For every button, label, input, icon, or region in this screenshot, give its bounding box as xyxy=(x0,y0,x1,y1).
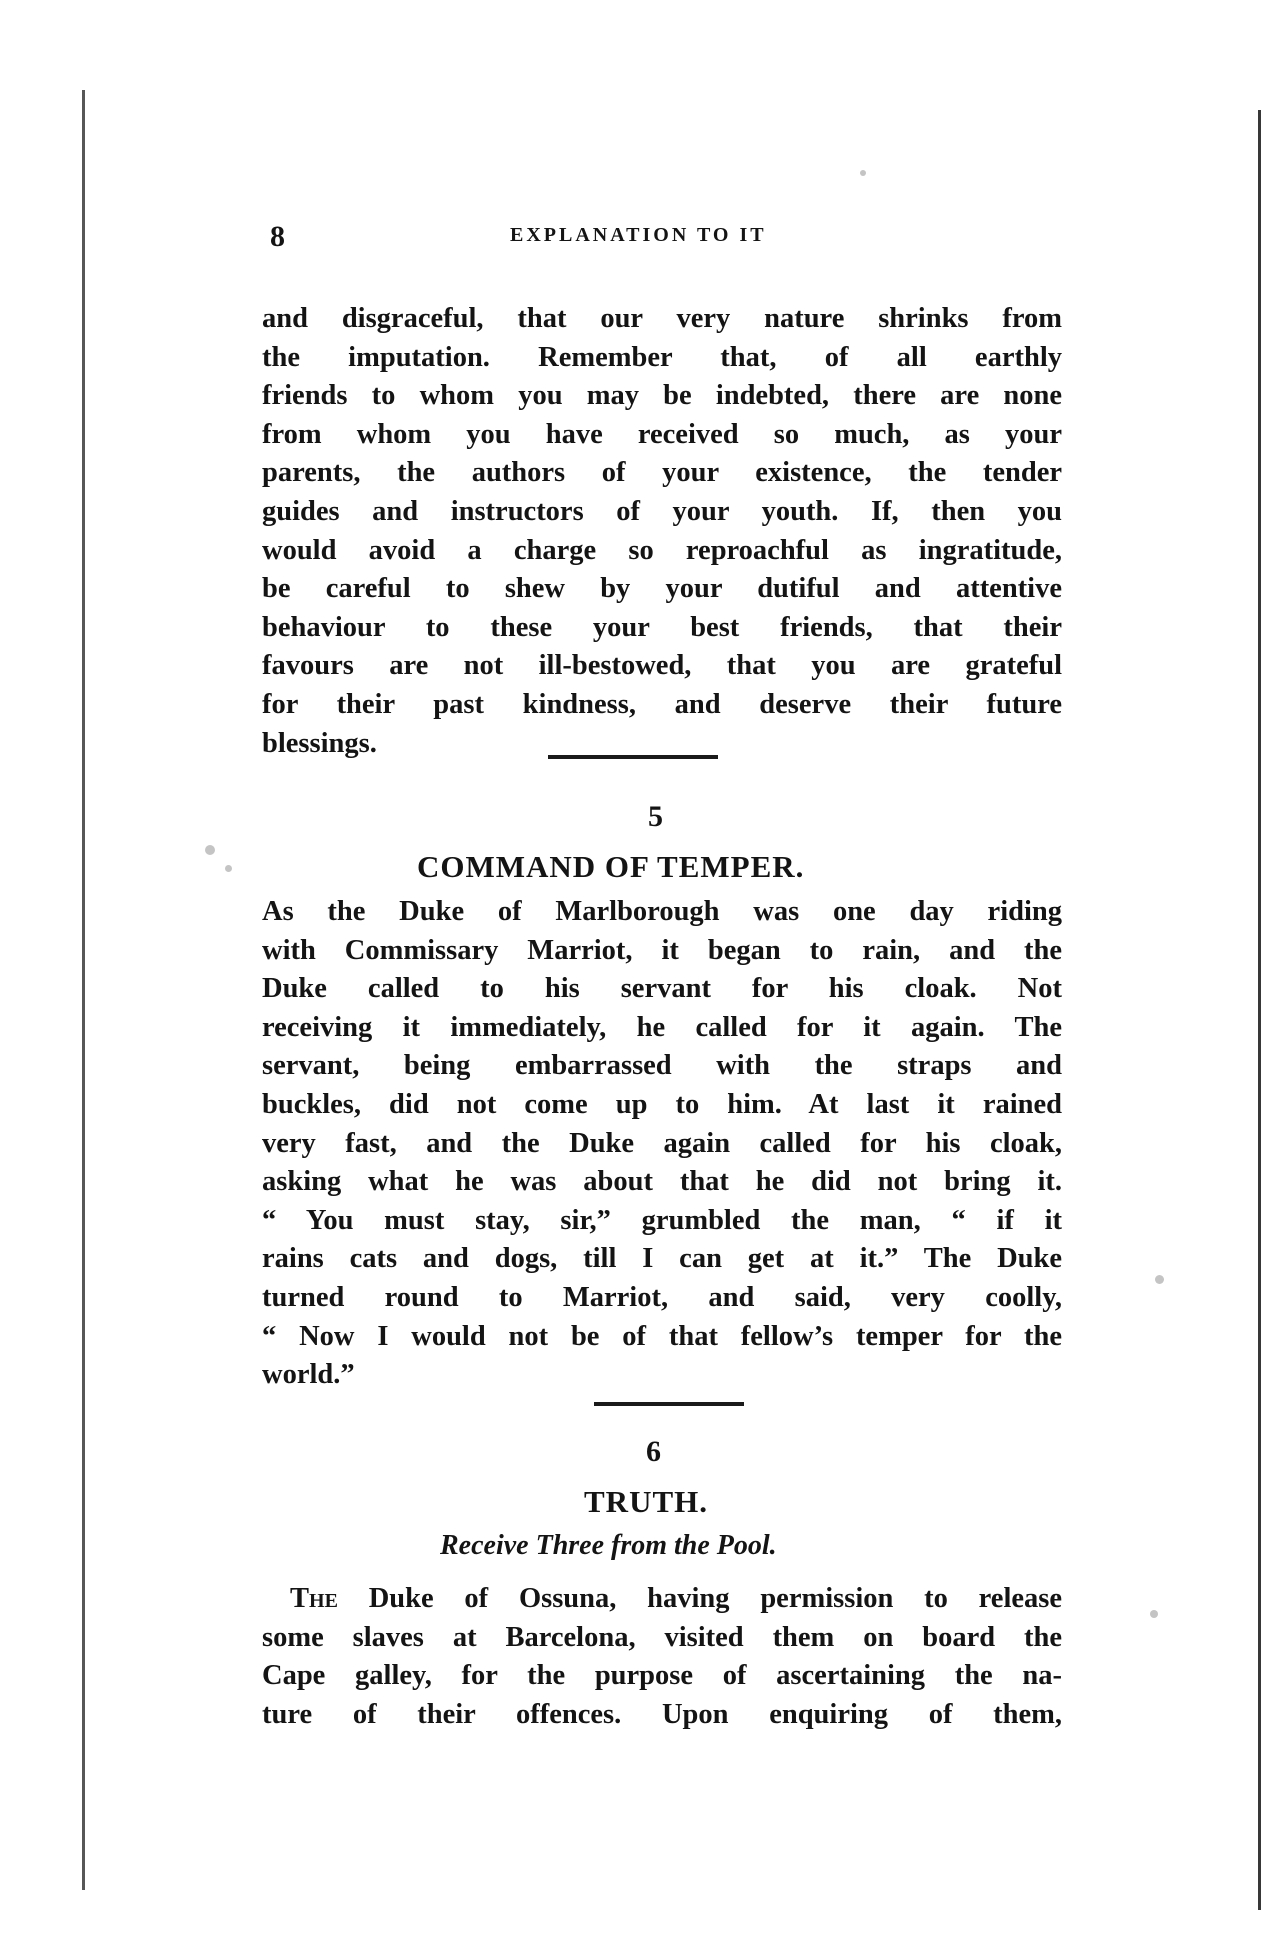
text-line: “ You must stay, sir,” grumbled the man, “ if it xyxy=(262,1204,1062,1236)
continued-paragraph xyxy=(262,300,1062,763)
left-page-edge xyxy=(82,90,85,1890)
text-line: for their past kindness, and deserve their future xyxy=(262,688,1062,720)
text-line: some slaves at Barcelona, visited them on board the xyxy=(262,1621,1062,1653)
text-line: guides and instructors of your youth. If, then you xyxy=(262,495,1062,527)
text-line: ture of their offences. Upon enquiring of them, xyxy=(262,1698,1062,1730)
text-line: “ Now I would not be of that fellow’s temper for the xyxy=(262,1320,1062,1352)
text-line: parents, the authors of your existence, the tender xyxy=(262,457,1062,489)
text-line: buckles, did not come up to him. At last it rained xyxy=(262,1088,1062,1120)
section-divider-rule xyxy=(594,1402,744,1406)
section-title: TRUTH. xyxy=(584,1484,708,1519)
scan-speckle xyxy=(225,865,232,872)
section-paragraph xyxy=(262,1580,1062,1734)
text-line: very fast, and the Duke again called for his cloak, xyxy=(262,1127,1062,1159)
text-line xyxy=(262,1580,1062,1619)
text-line: behaviour to these your best friends, that their xyxy=(262,611,1062,643)
text-line: favours are not ill-bestowed, that you are grateful xyxy=(262,650,1062,682)
section-title: COMMAND OF TEMPER. xyxy=(417,849,805,884)
text-line: Cape galley, for the purpose of ascertaining the na- xyxy=(262,1660,1062,1692)
right-page-edge xyxy=(1258,110,1261,1910)
text-line: the imputation. Remember that, of all earthly xyxy=(262,341,1062,373)
section-divider-rule xyxy=(548,755,718,759)
section-subtitle: Receive Three from the Pool. xyxy=(440,1530,777,1561)
text-line: turned round to Marriot, and said, very coolly, xyxy=(262,1281,1062,1313)
text-line: Duke called to his servant for his cloak. Not xyxy=(262,973,1062,1005)
text-line: rains cats and dogs, till I can get at it.” The Duke xyxy=(262,1243,1062,1275)
scan-speckle xyxy=(1155,1275,1164,1284)
text-line: with Commissary Marriot, it began to rain, and the xyxy=(262,934,1062,966)
text-line: from whom you have received so much, as your xyxy=(262,418,1062,450)
text-line: and disgraceful, that our very nature shrinks from xyxy=(262,303,1062,334)
running-head-title: EXPLANATION TO IT xyxy=(510,224,767,246)
section-paragraph xyxy=(262,893,1062,1395)
page-number: 8 xyxy=(270,220,285,253)
text-line: blessings. xyxy=(262,727,377,759)
text-line: asking what he was about that he did not bring it. xyxy=(262,1166,1062,1198)
text-fragment: Duke of Ossuna, having permission to release xyxy=(337,1583,1062,1614)
section-number: 6 xyxy=(646,1435,661,1468)
scan-speckle xyxy=(205,845,215,855)
text-line: friends to whom you may be indebted, there are none xyxy=(262,380,1062,412)
scan-speckle xyxy=(1150,1610,1158,1618)
running-head xyxy=(270,220,1070,260)
section-number: 5 xyxy=(648,800,663,833)
text-line: servant, being embarrassed with the straps and xyxy=(262,1050,1062,1082)
drop-word: The xyxy=(290,1583,338,1614)
text-line: world.” xyxy=(262,1359,355,1391)
text-line: would avoid a charge so reproachful as ingratitude, xyxy=(262,534,1062,566)
text-line: be careful to shew by your dutiful and attentive xyxy=(262,573,1062,605)
text-line: receiving it immediately, he called for it again. The xyxy=(262,1011,1062,1043)
text-line: As the Duke of Marlborough was one day riding xyxy=(262,896,1062,927)
scan-speckle xyxy=(860,170,866,176)
